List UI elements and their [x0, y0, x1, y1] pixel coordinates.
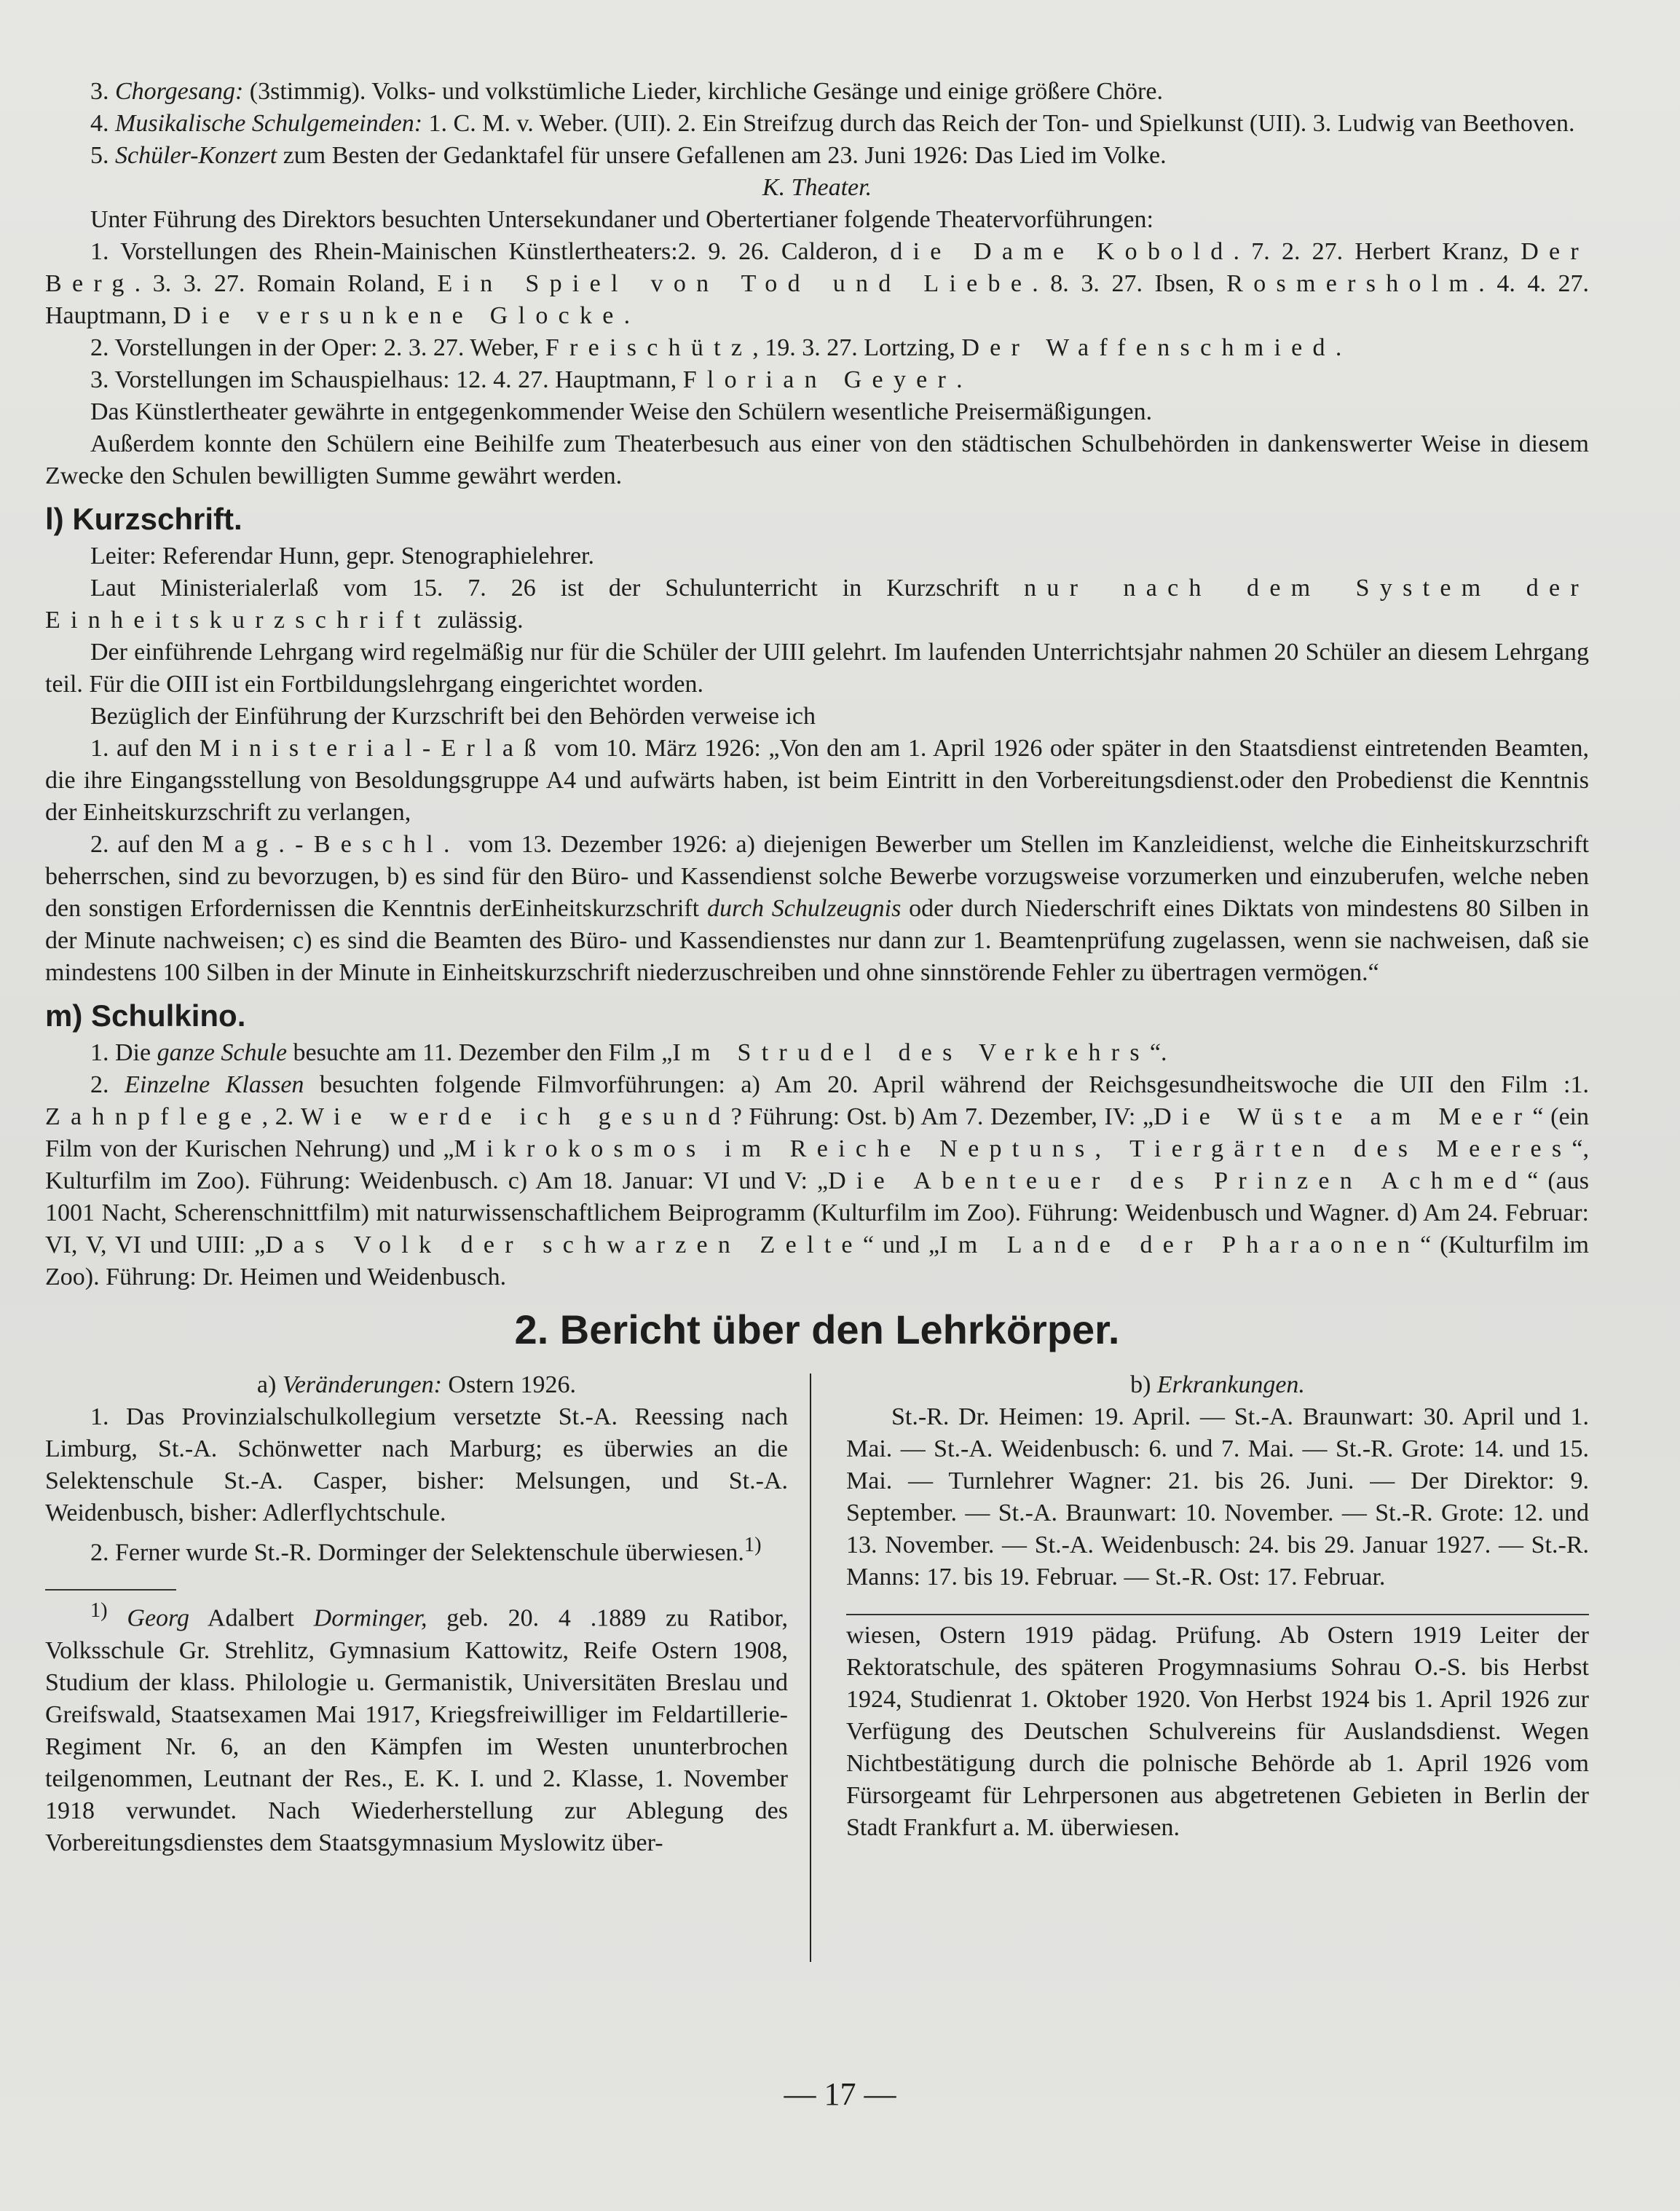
veraenderungen-heading: a) Veränderungen: Ostern 1926.: [256, 1371, 577, 1398]
footnote-text: $^{1)}$ Georg Adalbert Dorminger, geb. 20. 4 .1889 zu Ratibor, Volksschule Gr. Strehlitz, Gymnasium Kattowitz, Reife Ostern 1908, Studium der klass. Philologie u. Germanistik, Universitäten Breslau und Greifswald, Staatsexamen Mai 1917, Kriegsfreiwilliger im Feldartillerie-Regiment Nr. 6, an den Kämpfen im Westen ununterbrochen teilgenommen, Leutnant der Res., E. K. I. und 2. Klasse, 1. November 1918 verwundet. Nach Wiederherstellung zur Ablegung des Vorbereitungsdienstes dem Staatsgymnasium Myslowitz über-: [45, 1599, 788, 1856]
theater-item-3: 3. Vorstellungen im Schauspielhaus: 12. 4. 27. Hauptmann, Florian Geyer.: [90, 366, 963, 393]
chorgesang-item: 3. Chorgesang: (3stimmig). Volks- und volkstümliche Lieder, kirchliche Gesänge und einige größere Chöre.: [90, 78, 1163, 105]
schulkino-p2: 2. Einzelne Klassen besuchten folgende Filmvorführungen: a) Am 20. April während der Reichsgesundheitswoche die UII den Film :1. Zahnpflege, 2. Wie werde ich gesund? Führung: Ost. b) Am 7. Dezember, IV: „Die Wüste am Meer“ (ein Film von der Kurischen Nehrung) und „Mikrokosmos im Reiche Neptuns, Tiergärten des Meeres“, Kulturfilm im Zoo). Führung: Weidenbusch. c) Am 18. Januar: VI und V: „Die Abenteuer des Prinzen Achmed“ (aus 1001 Nacht, Scherenschnittfilm) mit naturwissenschaftlichem Beiprogramm (Kulturfilm im Zoo). Führung: Weidenbusch und Wagner. d) Am 24. Februar: VI, V, VI und UIII: „Das Volk der schwarzen Zelte“ und „Im Lande der Pharaonen“ (Kulturfilm im Zoo). Führung: Dr. Heimen und Weidenbusch.: [45, 1071, 1590, 1290]
theater-discount: Das Künstlertheater gewährte in entgegenkommender Weise den Schülern wesentliche Preisermäßigungen.: [90, 398, 1153, 425]
page-number: — 17 —: [784, 2076, 896, 2112]
theater-intro: Unter Führung des Direktors besuchten Untersekundaner und Obertertianer folgende Theatervorführungen:: [90, 206, 1153, 233]
schulkino-heading: m) Schulkino.: [45, 998, 246, 1033]
erkrankungen-heading: b) Erkrankungen.: [1130, 1371, 1305, 1398]
two-column-section: [45, 1369, 1589, 1859]
veraenderungen-p2: 2. Ferner wurde St.-R. Dorminger der Selektenschule überwiesen.$^{1)}$: [90, 1534, 762, 1566]
theater-item-2: 2. Vorstellungen in der Oper: 2. 3. 27. Weber, Freischütz, 19. 3. 27. Lortzing, Der Waffenschmied.: [90, 334, 1342, 361]
kurzschrift-erlass: Laut Ministerialerlaß vom 15. 7. 26 ist der Schulunterricht in Kurzschrift nur nach dem System der Einheitskurzschrift zulässig.: [45, 575, 1589, 634]
column-divider: [810, 1374, 811, 1962]
kurzschrift-ref-2: 2. auf den Mag.-Beschl. vom 13. Dezember 1926: a) diejenigen Bewerber um Stellen im Kanzleidienst, welche die Einheitskurzschrift beherrschen, sind zu bevorzugen, b) es sind für den Büro- und Kassendienst solche Bewerbe vorzugsweise vorzumerken und einzuberufen, welche neben den sonstigen Erfordernissen die Kenntnis derEinheitskurzschrift durch Schulzeugnis oder durch Niederschrift eines Diktats von mindestens 80 Silben in der Minute nachweisen; c) es sind die Beamten des Büro- und Kassendienstes nur dann zur 1. Beamtenprüfung zugelassen, wenn sie nachweisen, daß sie mindestens 100 Silben in der Minute in Einheitskurzschrift niederzuschreiben und ohne sinnstörende Fehler zu übertragen vermögen.“: [45, 831, 1589, 986]
theater-subsidy: Außerdem konnte den Schülern eine Beihilfe zum Theaterbesuch aus einer von den städtischen Schulbehörden in dankenswerter Weise in diesem Zwecke den Schulen bewilligten Summe gewährt werden.: [45, 430, 1589, 489]
theater-heading: K. Theater.: [762, 174, 872, 201]
theater-item-1: 1. Vorstellungen des Rhein-Mainischen Künstlertheaters:2. 9. 26. Calderon, die Dame Kobold. 7. 2. 27. Herbert Kranz, Der Berg. 3. 3. 27. Romain Roland, Ein Spiel von Tod und Liebe. 8. 3. 27. Ibsen, Rosmersholm. 4. 4. 27. Hauptmann, Die versunkene Glocke.: [45, 238, 1589, 329]
veraenderungen-p1: 1. Das Provinzialschulkollegium versetzte St.-A. Reessing nach Limburg, St.-A. Schönwetter nach Marburg; es überwies an die Selektenschule St.-A. Casper, bisher: Melsungen, und St.-A. Weidenbusch, bisher: Adlerflychtschule.: [45, 1403, 788, 1526]
kurzschrift-lehrgang: Der einführende Lehrgang wird regelmäßig nur für die Schüler der UIII gelehrt. Im laufenden Unterrichtsjahr nahmen 20 Schüler an diesem Lehrgang teil. Für die OIII ist ein Fortbildungslehrgang eingerichtet worden.: [45, 639, 1589, 698]
footnote-rule-right: [846, 1614, 1589, 1615]
kurzschrift-ref-1: 1. auf den Ministerial-Erlaß vom 10. März 1926: „Von den am 1. April 1926 oder später in den Staatsdienst eintretenden Beamten, die ihre Eingangsstellung von Besoldungsgruppe A4 und aufwärts haben, ist beim Eintritt in den Vorbereitungsdienst.oder den Probedienst die Kenntnis der Einheitskurzschrift zu verlangen,: [45, 735, 1589, 826]
schulkino-p1: 1. Die ganze Schule besuchte am 11. Dezember den Film „Im Strudel des Verkehrs“.: [90, 1039, 1167, 1066]
kurzschrift-heading: l) Kurzschrift.: [45, 502, 242, 536]
footnote-continuation: wiesen, Ostern 1919 pädag. Prüfung. Ab Ostern 1919 Leiter der Rektoratschule, des späteren Progymnasiums Sohrau O.-S. bis Herbst 1924, Studienrat 1. Oktober 1920. Von Herbst 1924 bis 1. April 1926 zur Verfügung des Deutschen Schulvereins für Auslandsdienst. Wegen Nichtbestätigung durch die polnische Behörde ab 1. April 1926 vom Fürsorgeamt für Lehrpersonen aus abgetretenen Gebieten in Berlin der Stadt Frankfurt a. M. überwiesen.: [846, 1622, 1589, 1841]
kurzschrift-leiter: Leiter: Referendar Hunn, gepr. Stenographielehrer.: [90, 543, 595, 570]
konzert-item: 5. Schüler-Konzert zum Besten der Gedanktafel für unsere Gefallenen am 23. Juni 1926: Das Lied im Volke.: [90, 142, 1167, 169]
bericht-title: 2. Bericht über den Lehrkörper.: [514, 1306, 1120, 1352]
main-text: [45, 76, 1589, 1859]
erkrankungen-text: St.-R. Dr. Heimen: 19. April. — St.-A. Braunwart: 30. April und 1. Mai. — St.-A. Weidenbusch: 6. und 7. Mai. — St.-R. Grote: 14. und 15. Mai. — Turnlehrer Wagner: 21. bis 26. Juni. — Der Direktor: 9. September. — St.-A. Braunwart: 10. November. — St.-R. Grote: 12. und 13. November. — St.-A. Weidenbusch: 24. bis 29. Januar 1927. — St.-R. Manns: 17. bis 19. Februar. — St.-R. Ost: 17. Februar.: [846, 1403, 1589, 1591]
left-column: [45, 1369, 788, 1859]
kurzschrift-bezueglich: Bezüglich der Einführung der Kurzschrift bei den Behörden verweise ich: [90, 703, 816, 730]
right-column: [846, 1369, 1589, 1859]
footnote-rule: [45, 1589, 176, 1591]
musik-item: 4. Musikalische Schulgemeinden: 1. C. M. v. Weber. (UII). 2. Ein Streifzug durch das Reich der Ton- und Spielkunst (UII). 3. Ludwig van Beethoven.: [90, 110, 1575, 137]
footnote-ref: 1): [744, 1534, 762, 1556]
